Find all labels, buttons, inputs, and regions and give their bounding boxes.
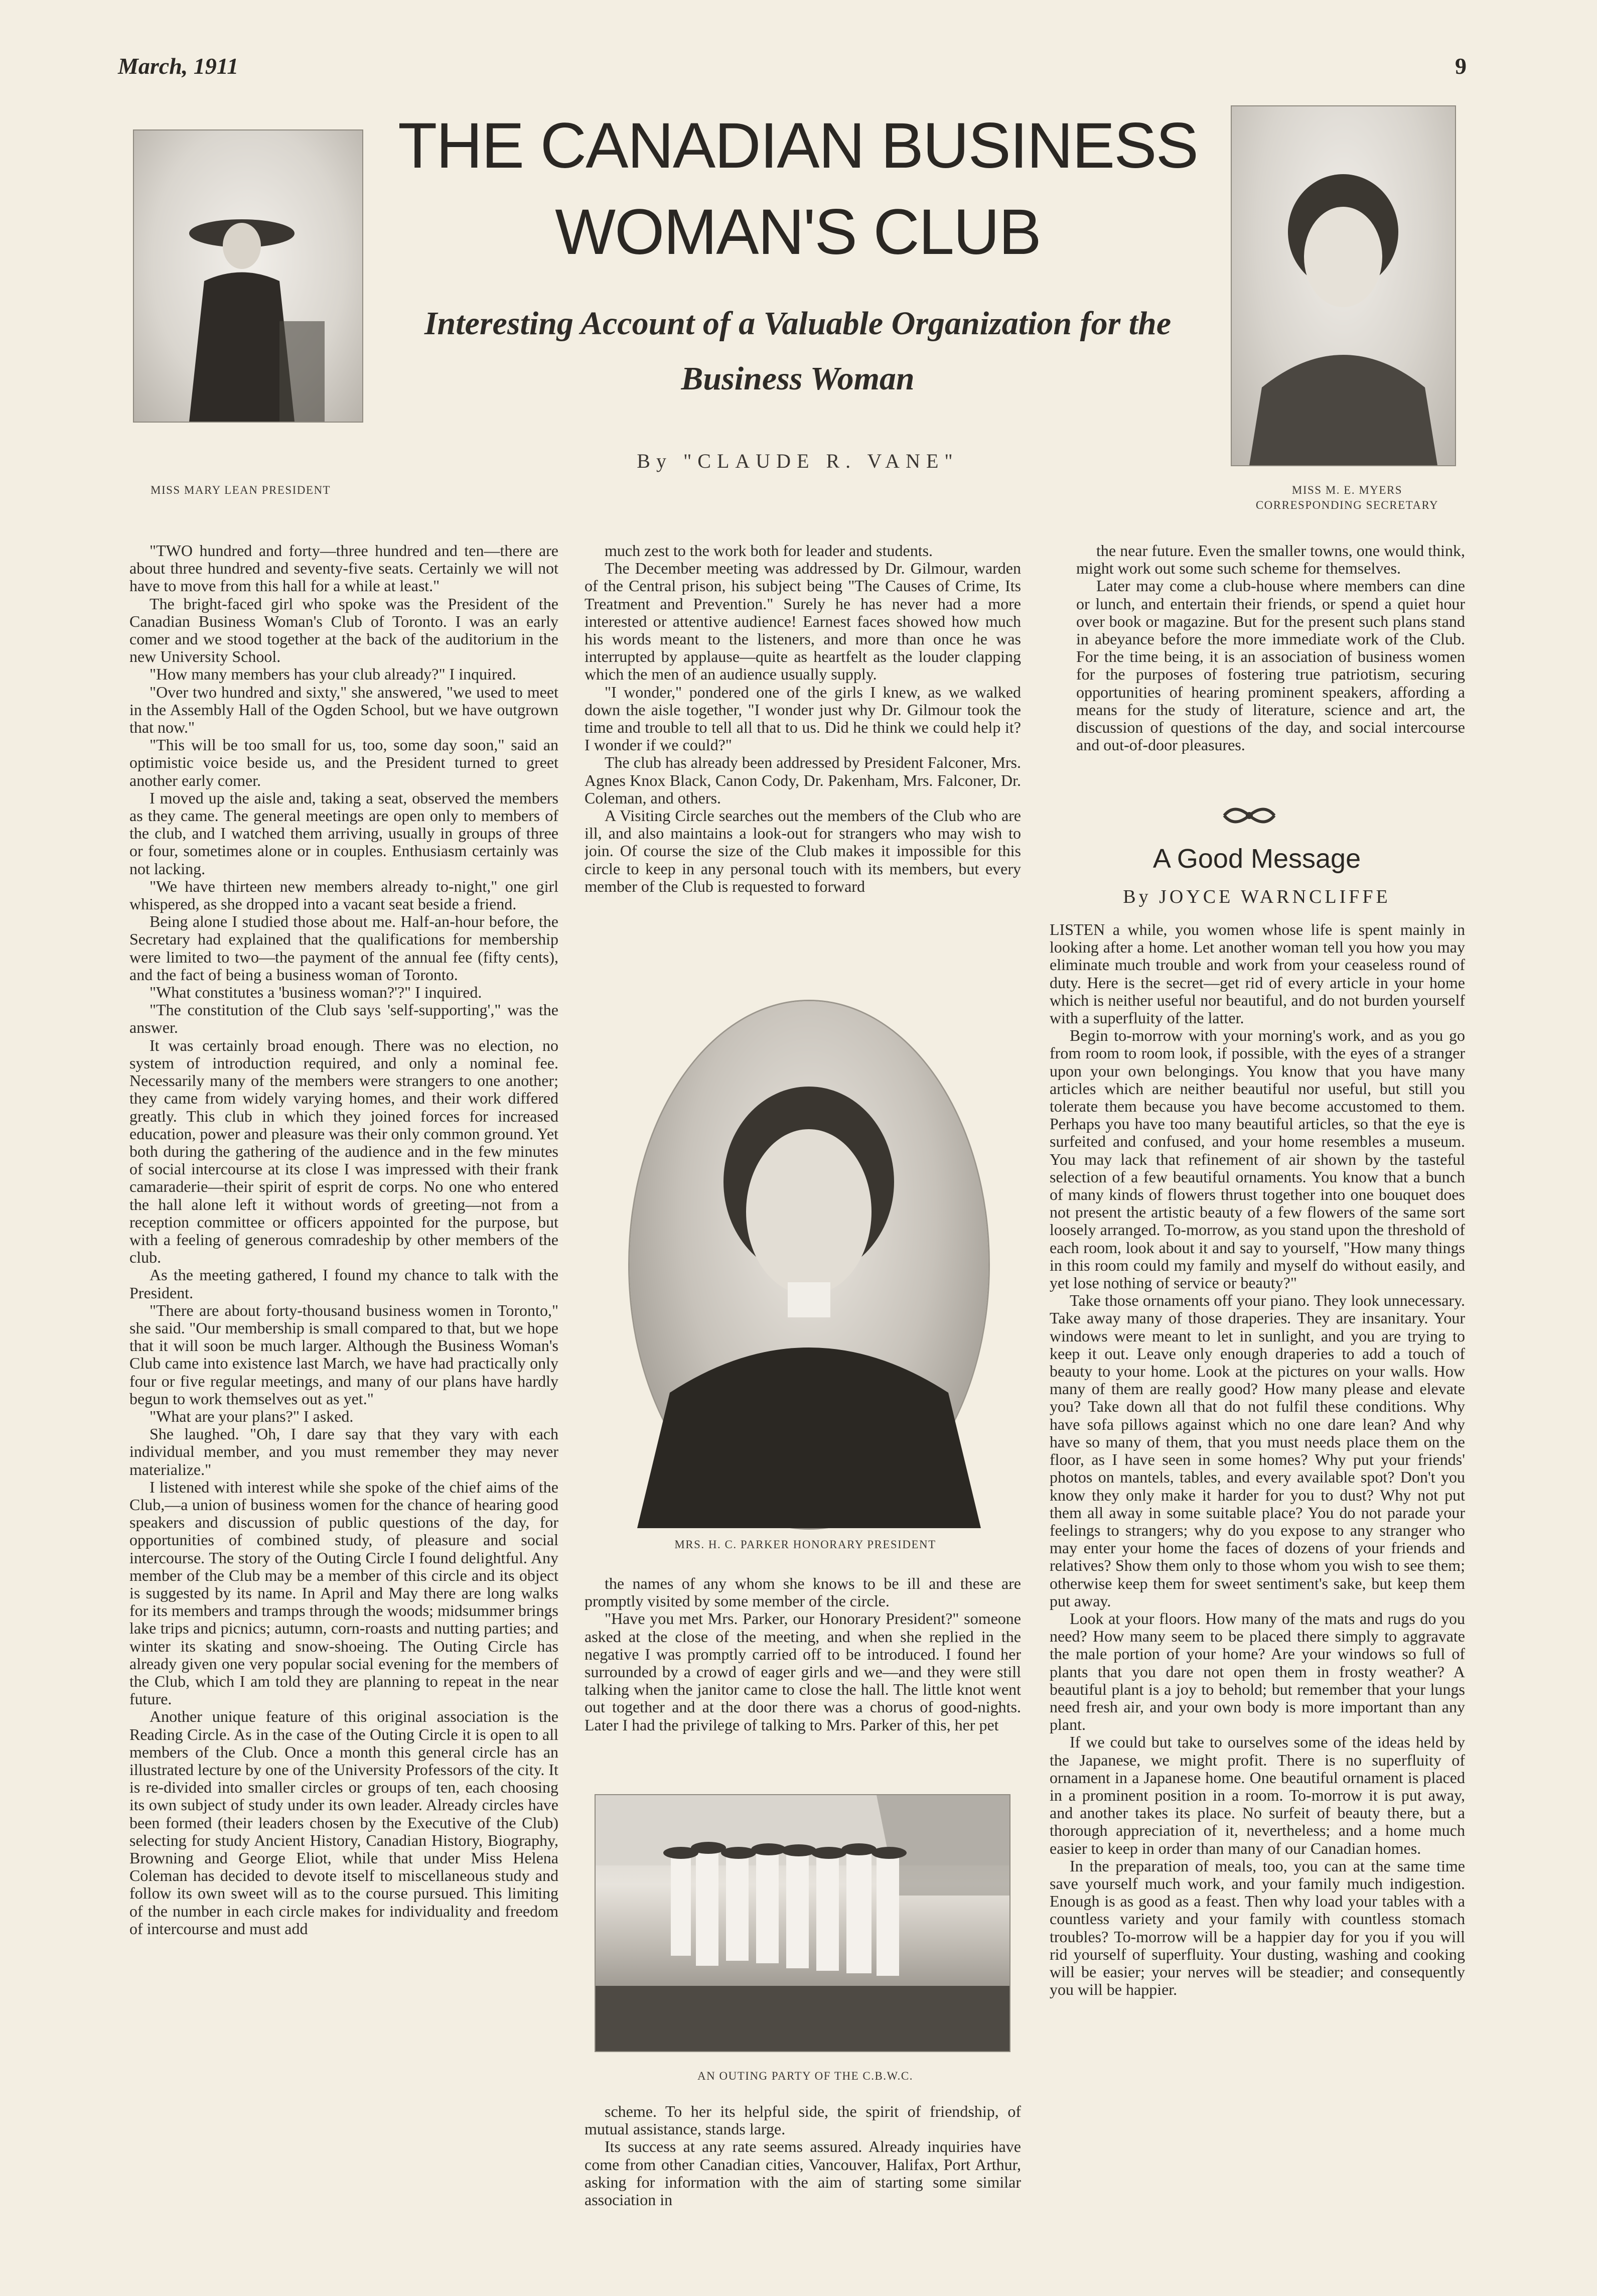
caption-outing: AN OUTING PARTY OF THE C.B.W.C. — [697, 2070, 913, 2082]
paragraph: The December meeting was addressed by Dr. Gilmour, warden of the Central prison, his subject being "The Causes of Crime, Its Treatment and Prevention." Surely he has never had a more interested or attentive audience! Earnest faces showed how much his words meant to the listeners, and more than once he was interrupted by applause—quite as heartfelt as the louder clapping which the men of an audience usually supply. — [585, 559, 1021, 684]
paragraph: "I wonder," pondered one of the girls I knew, as we walked down the aisle together, "I wonder just why Dr. Gilmour took the time and trouble to tell all that to us. Did he think we could help it? I wonder if we could?" — [585, 683, 1021, 754]
page-number: 9 — [1455, 53, 1467, 79]
paragraph: "How many members has your club already?" I inquired. — [150, 665, 516, 684]
paragraph: Later may come a club-house where members can dine or lunch, and entertain their friends, or spend a quiet hour over book or magazine. But for the present such plans stand in abeyance before the more immediate work of the Club. For the time being, it is an association of business women for the purposes of fostering true patriotism, securing opportunities of hearing prominent speakers, affording a means for the study of literature, science and art, the discussion of questions of the day, and social intercourse and out-of-door pleasures. — [1076, 577, 1465, 754]
paragraph: "We have thirteen new members already to-night," one girl whispered, as she dropped into a vacant seat beside a friend. — [129, 877, 558, 913]
paragraph: "Have you met Mrs. Parker, our Honorary President?" someone asked at the close of the meeting, and when she replied in the negative I was promptly carried off to be introduced. I found her surrounded by a crowd of eager girls and we—and they were still talking when the janitor came to close the hall. The little knot went out together and at the door there was a chorus of good-nights. Later I had the privilege of talking to Mrs. Parker of this, her pet — [585, 1609, 1021, 1734]
column-2-top — [585, 542, 1021, 984]
column-2-bottom — [585, 2103, 1021, 2223]
paragraph: much zest to the work both for leader and students. — [605, 542, 933, 560]
paragraph: scheme. To her its helpful side, the spirit of friendship, of mutual assistance, stands large. — [585, 2103, 1021, 2138]
portrait-figure-icon — [1232, 106, 1455, 465]
photo-outing-party — [595, 1794, 1010, 2052]
paragraph: In the preparation of meals, too, you can at the same time save yourself much work, and your family much indigestion. Enough is as good as a feast. Then why load your tables with a countless variety and your family with countless stomach troubles? To-morrow will be a happier day for you if you will rid yourself of superfluity. Your dusting, washing and cooking will be easier; your nerves will be steadier; and consequently you will be happier. — [1050, 1856, 1465, 1999]
paragraph: Its success at any rate seems assured. Already inquiries have come from other Canadian cities, Vancouver, Halifax, Port Arthur, asking for information with the aim of starting some similar association in — [585, 2137, 1021, 2209]
paragraph: LISTEN a while, you women whose life is spent mainly in looking after a home. Let another woman tell you how you may eliminate much trouble and work from your ceaseless round of duty. Here is the secret—get rid of every article in your home which is neither useful nor beautiful, and do not burden yourself with a superfluity of the latter. — [1050, 921, 1465, 1027]
paragraph: Begin to-morrow with your morning's work, and as you go from room to room look, if possible, with the eyes of a stranger upon your own belongings. You know that you have many articles which are neither beautiful nor useful, but still you tolerate them because you have become accustomed to them. Perhaps you have too many beautiful articles, so that the eye is surfeited and confused, and your home resembles a museum. You may lack that refinement of air shown by the tasteful selection of a few beautiful ornaments. You know that a bunch of many kinds of flowers thrust together into one bouquet does not present the artistic beauty of a few flowers of the same sort loosely arranged. To-morrow, as you stand upon the threshold of each room, look about it and say to yourself, "How many things in this room could my family and myself do without easily, and yet lose nothing of service or beauty?" — [1050, 1026, 1465, 1292]
paragraph: the near future. Even the smaller towns, one would think, might work out some such scheme for themselves. — [1076, 542, 1465, 578]
paragraph: I moved up the aisle and, taking a seat, observed the members as they came. The general meetings are open only to members of the club, and I watched them arriving, usually in groups of three or four, sometimes alone or in couples. Enthusiasm certainly was not lacking. — [129, 788, 558, 878]
paragraph: Look at your floors. How many of the mats and rugs do you need? How many seem to be placed there simply to aggravate the male portion of your home? Are your windows so full of plants that you dare not open them in frosty weather? A beautiful plant is a joy to behold; but remember that your lungs need fresh air, and your own body is more important than any plant. — [1050, 1609, 1465, 1734]
paragraph: She laughed. "Oh, I dare say that they vary with each individual member, and you must remember they may never materialize." — [129, 1425, 558, 1478]
portrait-figure-icon — [630, 1001, 988, 1528]
paragraph: "This will be too small for us, too, some day soon," said an optimistic voice beside us, and the President turned to greet another early comer. — [129, 736, 558, 789]
caption-parker: MRS. H. C. PARKER HONORARY PRESIDENT — [674, 1538, 936, 1551]
column-1 — [129, 542, 558, 2223]
paragraph: "The constitution of the Club says 'self-supporting'," was the answer. — [129, 1001, 558, 1037]
article-byline: By "CLAUDE R. VANE" — [637, 450, 959, 472]
paragraph: "What are your plans?" I asked. — [150, 1407, 354, 1425]
paragraph: As the meeting gathered, I found my chance to talk with the President. — [129, 1266, 558, 1302]
second-article-title: A Good Message — [1152, 844, 1361, 874]
caption-myers: MISS M. E. MYERS CORRESPONDING SECRETARY — [1255, 484, 1439, 511]
paragraph: The bright-faced girl who spoke was the President of the Canadian Business Woman's Club of Toronto. I was an early comer and we stood together at the back of the auditorium in the new University School. — [129, 594, 558, 666]
paragraph: Being alone I studied those about me. Half-an-hour before, the Secretary had explained that the qualifications for membership were limited to two—the payment of the annual fee (fifty cents), and the fact of being a business woman of Toronto. — [129, 912, 558, 984]
paragraph: It was certainly broad enough. There was no election, no system of introduction required, and only a nominal fee. Necessarily many of the members were strangers to one another; they came from widely varying homes, and their work differed greatly. This club in which they joined forces for increased education, power and pleasure was their only common ground. Yet both during the gathering of the audience and in the few minutes of social intercourse at its close I was impressed with their frank camaraderie—their spirit of esprit de corps. No one who entered the hall alone left it without words of greeting—not from a reception committee or officers appointed for the purpose, but with a feeling of generous comradeship by other members of the club. — [129, 1036, 558, 1267]
paragraph: A Visiting Circle searches out the members of the Club who are ill, and also maintains a look-out for strangers who may wish to join. Of course the size of the Club makes it impossible for this circle to keep in any personal touch with its members, but every member of the Club is requested to forward — [585, 806, 1021, 895]
paragraph: "Over two hundred and sixty," she answered, "we used to meet in the Assembly Hall of the Ogden School, but we have outgrown that now." — [129, 683, 558, 737]
paragraph: "What constitutes a 'business woman?'?" I inquired. — [150, 983, 482, 1002]
caption-mary-lean: MISS MARY LEAN PRESIDENT — [151, 484, 331, 496]
group-photo-icon — [596, 1795, 1009, 2051]
paragraph: Another unique feature of this original association is the Reading Circle. As in the case of the Outing Circle it is open to all members of the Club. Once a month this general circle has an illustrated lecture by one of the University Professors of the city. It is re-divided into smaller circles or groups of ten, each choosing its own subject of study under its own leader. Already circles have been formed (their leaders chosen by the Executive of the Club) selecting for study Ancient History, Canadian History, Biography, Browning and George Eliot, while that under Miss Helena Coleman has decided to devote itself to miscellaneous study and follow its own sweet will as to the course pursued. This limiting of the number in each circle makes for individuality and freedom of intercourse and must add — [129, 1707, 558, 1938]
paragraph: If we could but take to ourselves some of the ideas held by the Japanese, we might profit. There is no superfluity of ornament in a Japanese home. One beautiful ornament is placed in a prominent position in a room. To-morrow it is put away, and another takes its place. No surfeit of beauty there, but a thorough appreciation of it, nevertheless; and a home much easier to keep in order than many of our Canadian homes. — [1050, 1733, 1465, 1857]
article-subtitle: Interesting Account of a Valuable Organization for the Business Woman — [424, 305, 1172, 397]
second-article-byline: By JOYCE WARNCLIFFE — [1123, 886, 1391, 907]
issue-date: March, 1911 — [118, 53, 239, 79]
portrait-parker — [630, 1001, 988, 1528]
column-3-top — [1076, 542, 1465, 803]
paragraph: the names of any whom she knows to be ill and these are promptly visited by some member of the circle. — [585, 1575, 1021, 1610]
ornament-icon — [1219, 800, 1279, 831]
portrait-mary-lean — [133, 129, 363, 423]
column-3-second-article — [1050, 921, 1465, 2236]
portrait-figure-icon — [134, 130, 362, 422]
portrait-myers — [1231, 105, 1456, 466]
paragraph: "TWO hundred and forty—three hundred and ten—there are about three hundred and seventy-five seats. Certainly we will not have to move from this hall for a while at least." — [129, 542, 558, 595]
paragraph: I listened with interest while she spoke of the chief aims of the Club,—a union of business women for the chance of hearing good speakers and discussion of public questions of the day, for opportunities of combined study, of pleasure and social intercourse. The story of the Outing Circle I found delightful. Any member of the Club may be a member of this circle and its object is suggested by its name. In April and May there are long walks for its members and tramps through the woods; midsummer brings lake trips and picnics; autumn, corn-roasts and nutting parties; and winter its skating and snow-shoeing. The Outing Circle has already given one very popular social evening for the members of the Club, which I am told they are planning to repeat in the near future. — [129, 1477, 558, 1708]
article-title: THE CANADIAN BUSINESS WOMAN'S CLUB — [398, 110, 1198, 268]
column-2-middle — [585, 1575, 1021, 1786]
paragraph: Take those ornaments off your piano. They look unnecessary. Take away many of those draperies. They are insanitary. Your windows were meant to let in sunlight, and you are trying to keep it out. Leave only enough draperies to add a touch of beauty to your home. Look at the pictures on your walls. How many of them are really good? How many please and elevate you? Take down all that do not fulfil these conditions. Why have sofa pillows against which no one dare lean? And why have so many of them, that you must needs place them on the floor, as I have seen in some homes? Why put your friends' photos on mantels, tables, and every available spot? Don't you know they only make it harder for you to dust? Why not put them all away in some suitable place? You do not parade your feelings to strangers; why do you expose to any stranger who may enter your home the faces of dozens of your friends and relatives? Show them only to those whom you wish to see them; otherwise keep them for sweet sentiment's sake, but keep them put away. — [1050, 1291, 1465, 1610]
paragraph: "There are about forty-thousand business women in Toronto," she said. "Our membership is small compared to that, but we hope that it will soon be much larger. Although the Business Woman's Club came into existence last March, we have had practically only four or five regular meetings, and many of our plans have hardly begun to work themselves out as yet." — [129, 1301, 558, 1408]
paragraph: The club has already been addressed by President Falconer, Mrs. Agnes Knox Black, Canon Cody, Dr. Pakenham, Mrs. Falconer, Dr. Coleman, and others. — [585, 753, 1021, 807]
